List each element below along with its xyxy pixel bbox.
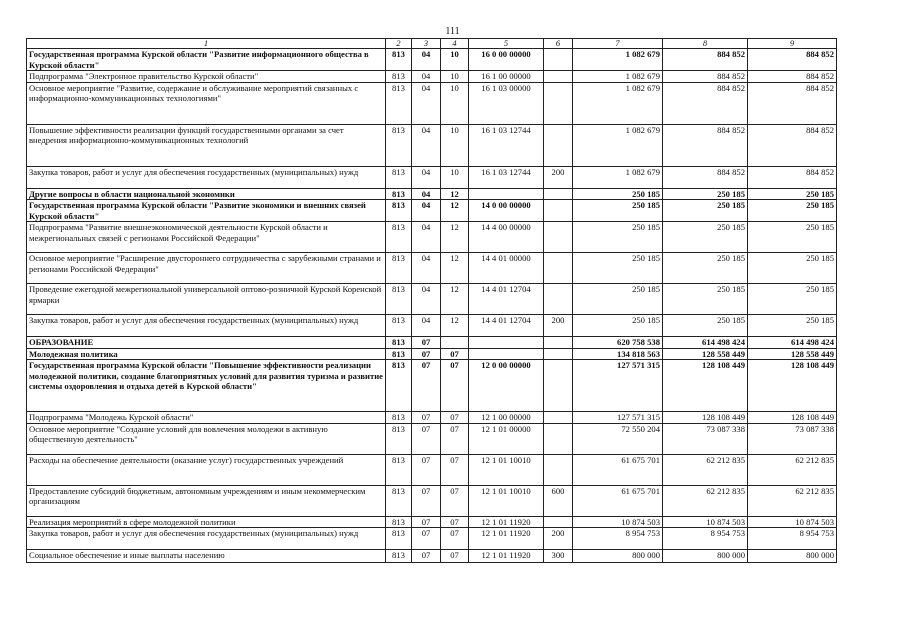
expense-type-cell [544, 222, 573, 253]
amount-cell: 250 185 [573, 188, 663, 200]
budget-table [26, 38, 837, 563]
amount-cell: 72 550 204 [573, 423, 663, 454]
amount-cell: 884 852 [663, 82, 748, 124]
table-row [27, 71, 837, 83]
row-name-cell: Реализация мероприятий в сфере молодежной политики [27, 516, 386, 528]
row-name-cell: Расходы на обеспечение деятельности (оказание услуг) государственных учреждений [27, 454, 386, 485]
row-name-cell: Государственная программа Курской области "Развитие экономики и внешних связей Курской области" [27, 200, 386, 222]
amount-cell: 250 185 [663, 200, 748, 222]
amount-cell: 128 558 449 [748, 348, 837, 360]
target-article-cell: 12 1 01 11920 [469, 528, 544, 550]
amount-cell: 62 212 835 [748, 485, 837, 516]
ministry-code-cell: 813 [386, 166, 412, 188]
amount-cell: 250 185 [573, 284, 663, 315]
expense-type-cell [544, 284, 573, 315]
amount-cell: 250 185 [748, 222, 837, 253]
expense-type-cell [544, 200, 573, 222]
expense-type-cell: 200 [544, 166, 573, 188]
section-code-cell: 07 [412, 412, 441, 424]
target-article-cell: 16 1 03 12744 [469, 166, 544, 188]
amount-cell: 128 108 449 [663, 412, 748, 424]
section-code-cell: 04 [412, 253, 441, 284]
subsection-code-cell: 07 [441, 348, 469, 360]
amount-cell: 128 108 449 [748, 360, 837, 412]
amount-cell: 884 852 [663, 49, 748, 71]
ministry-code-cell: 813 [386, 550, 412, 563]
amount-cell: 250 185 [573, 222, 663, 253]
amount-cell: 250 185 [663, 222, 748, 253]
table-row [27, 200, 837, 222]
row-name-cell: Другие вопросы в области национальной экономики [27, 188, 386, 200]
subsection-code-cell: 07 [441, 485, 469, 516]
table-row [27, 485, 837, 516]
column-header: 1 [27, 39, 386, 49]
ministry-code-cell: 813 [386, 49, 412, 71]
target-article-cell: 12 1 00 00000 [469, 412, 544, 424]
amount-cell: 8 954 753 [748, 528, 837, 550]
amount-cell: 800 000 [748, 550, 837, 563]
subsection-code-cell: 12 [441, 200, 469, 222]
subsection-code-cell: 07 [441, 454, 469, 485]
subsection-code-cell: 12 [441, 315, 469, 337]
column-header: 8 [663, 39, 748, 49]
section-code-cell: 07 [412, 485, 441, 516]
subsection-code-cell: 10 [441, 49, 469, 71]
expense-type-cell [544, 71, 573, 83]
ministry-code-cell: 813 [386, 528, 412, 550]
row-name-cell: Молодежная политика [27, 348, 386, 360]
amount-cell: 1 082 679 [573, 166, 663, 188]
column-header: 3 [412, 39, 441, 49]
subsection-code-cell: 07 [441, 412, 469, 424]
section-code-cell: 04 [412, 49, 441, 71]
target-article-cell: 12 1 01 11920 [469, 516, 544, 528]
amount-cell: 62 212 835 [663, 485, 748, 516]
section-code-cell: 07 [412, 516, 441, 528]
amount-cell: 884 852 [663, 166, 748, 188]
target-article-cell: 16 1 03 00000 [469, 82, 544, 124]
row-name-cell: Социальное обеспечение и иные выплаты населению [27, 550, 386, 563]
target-article-cell [469, 188, 544, 200]
section-code-cell: 04 [412, 82, 441, 124]
section-code-cell: 07 [412, 550, 441, 563]
table-row [27, 124, 837, 166]
section-code-cell: 07 [412, 337, 441, 349]
expense-type-cell [544, 516, 573, 528]
subsection-code-cell: 07 [441, 360, 469, 412]
ministry-code-cell: 813 [386, 188, 412, 200]
amount-cell: 73 087 338 [663, 423, 748, 454]
target-article-cell: 12 1 01 10010 [469, 485, 544, 516]
amount-cell: 800 000 [663, 550, 748, 563]
amount-cell: 128 108 449 [663, 360, 748, 412]
expense-type-cell [544, 423, 573, 454]
target-article-cell: 14 0 00 00000 [469, 200, 544, 222]
expense-type-cell [544, 337, 573, 349]
amount-cell: 8 954 753 [663, 528, 748, 550]
amount-cell: 250 185 [663, 284, 748, 315]
amount-cell: 250 185 [663, 315, 748, 337]
target-article-cell: 16 1 00 00000 [469, 71, 544, 83]
target-article-cell: 12 1 01 00000 [469, 423, 544, 454]
amount-cell: 250 185 [573, 253, 663, 284]
target-article-cell: 14 4 01 00000 [469, 253, 544, 284]
section-code-cell: 07 [412, 360, 441, 412]
table-row [27, 454, 837, 485]
subsection-code-cell: 10 [441, 124, 469, 166]
column-header: 5 [469, 39, 544, 49]
ministry-code-cell: 813 [386, 82, 412, 124]
table-row [27, 550, 837, 563]
amount-cell: 250 185 [663, 188, 748, 200]
table-row [27, 188, 837, 200]
amount-cell: 10 874 503 [663, 516, 748, 528]
section-code-cell: 04 [412, 284, 441, 315]
amount-cell: 800 000 [573, 550, 663, 563]
section-code-cell: 04 [412, 315, 441, 337]
row-name-cell: Предоставление субсидий бюджетным, автономным учреждениям и иным некоммерческим организациям [27, 485, 386, 516]
expense-type-cell [544, 188, 573, 200]
subsection-code-cell: 12 [441, 284, 469, 315]
target-article-cell: 14 4 01 12704 [469, 284, 544, 315]
subsection-code-cell: 07 [441, 528, 469, 550]
ministry-code-cell: 813 [386, 200, 412, 222]
table-row [27, 284, 837, 315]
target-article-cell [469, 348, 544, 360]
row-name-cell: ОБРАЗОВАНИЕ [27, 337, 386, 349]
subsection-code-cell: 10 [441, 71, 469, 83]
amount-cell: 250 185 [748, 200, 837, 222]
expense-type-cell [544, 412, 573, 424]
expense-type-cell [544, 348, 573, 360]
column-header: 9 [748, 39, 837, 49]
section-code-cell: 07 [412, 454, 441, 485]
ministry-code-cell: 813 [386, 284, 412, 315]
amount-cell: 73 087 338 [748, 423, 837, 454]
row-name-cell: Основное мероприятие "Развитие, содержание и обслуживание мероприятий связанных с информационно-коммуникационных технологиями" [27, 82, 386, 124]
expense-type-cell [544, 82, 573, 124]
table-row [27, 222, 837, 253]
amount-cell: 614 498 424 [748, 337, 837, 349]
ministry-code-cell: 813 [386, 315, 412, 337]
section-code-cell: 04 [412, 200, 441, 222]
row-name-cell: Подпрограмма "Электронное правительство Курской области" [27, 71, 386, 83]
ministry-code-cell: 813 [386, 454, 412, 485]
section-code-cell: 04 [412, 222, 441, 253]
amount-cell: 1 082 679 [573, 82, 663, 124]
amount-cell: 10 874 503 [748, 516, 837, 528]
table-row [27, 337, 837, 349]
ministry-code-cell: 813 [386, 337, 412, 349]
amount-cell: 884 852 [748, 124, 837, 166]
row-name-cell: Государственная программа Курской области "Развитие информационного общества в Курской области" [27, 49, 386, 71]
amount-cell: 61 675 701 [573, 485, 663, 516]
amount-cell: 884 852 [663, 71, 748, 83]
target-article-cell: 12 1 01 10010 [469, 454, 544, 485]
target-article-cell: 12 1 01 11920 [469, 550, 544, 563]
amount-cell: 1 082 679 [573, 124, 663, 166]
amount-cell: 8 954 753 [573, 528, 663, 550]
ministry-code-cell: 813 [386, 253, 412, 284]
expense-type-cell: 300 [544, 550, 573, 563]
row-name-cell: Государственная программа Курской области "Повышение эффективности реализации молодежной политики, создание благоприятных условий для развития туризма и развитие системы оздоровления и отдыха детей в Курской области" [27, 360, 386, 412]
target-article-cell: 16 0 00 00000 [469, 49, 544, 71]
expense-type-cell [544, 454, 573, 485]
amount-cell: 10 874 503 [573, 516, 663, 528]
row-name-cell: Основное мероприятие "Создание условий для вовлечения молодежи в активную общественную деятельность" [27, 423, 386, 454]
row-name-cell: Закупка товаров, работ и услуг для обеспечения государственных (муниципальных) нужд [27, 528, 386, 550]
target-article-cell: 12 0 00 00000 [469, 360, 544, 412]
amount-cell: 62 212 835 [663, 454, 748, 485]
amount-cell: 250 185 [748, 253, 837, 284]
ministry-code-cell: 813 [386, 124, 412, 166]
amount-cell: 1 082 679 [573, 49, 663, 71]
column-header: 7 [573, 39, 663, 49]
row-name-cell: Подпрограмма "Молодежь Курской области" [27, 412, 386, 424]
subsection-code-cell: 07 [441, 423, 469, 454]
ministry-code-cell: 813 [386, 412, 412, 424]
table-row [27, 528, 837, 550]
expense-type-cell [544, 360, 573, 412]
table-row [27, 49, 837, 71]
table-row [27, 516, 837, 528]
row-name-cell: Закупка товаров, работ и услуг для обеспечения государственных (муниципальных) нужд [27, 315, 386, 337]
section-code-cell: 04 [412, 188, 441, 200]
table-row [27, 348, 837, 360]
target-article-cell: 14 4 00 00000 [469, 222, 544, 253]
ministry-code-cell: 813 [386, 485, 412, 516]
amount-cell: 62 212 835 [748, 454, 837, 485]
column-header: 6 [544, 39, 573, 49]
amount-cell: 884 852 [748, 71, 837, 83]
amount-cell: 250 185 [663, 253, 748, 284]
expense-type-cell: 200 [544, 315, 573, 337]
table-body [27, 49, 837, 563]
table-row [27, 315, 837, 337]
amount-cell: 134 818 563 [573, 348, 663, 360]
table-row [27, 360, 837, 412]
target-article-cell [469, 337, 544, 349]
subsection-code-cell: 10 [441, 166, 469, 188]
row-name-cell: Основное мероприятие "Расширение двустороннего сотрудничества с зарубежными странами и регионами Российской Федерации" [27, 253, 386, 284]
section-code-cell: 07 [412, 348, 441, 360]
ministry-code-cell: 813 [386, 360, 412, 412]
table-row [27, 423, 837, 454]
ministry-code-cell: 813 [386, 516, 412, 528]
amount-cell: 884 852 [748, 82, 837, 124]
expense-type-cell: 600 [544, 485, 573, 516]
amount-cell: 250 185 [748, 284, 837, 315]
table-row [27, 82, 837, 124]
table-row [27, 412, 837, 424]
section-code-cell: 04 [412, 166, 441, 188]
page-number: 111 [445, 26, 460, 37]
amount-cell: 614 498 424 [663, 337, 748, 349]
subsection-code-cell: 12 [441, 188, 469, 200]
amount-cell: 884 852 [663, 124, 748, 166]
ministry-code-cell: 813 [386, 348, 412, 360]
column-header: 2 [386, 39, 412, 49]
ministry-code-cell: 813 [386, 71, 412, 83]
target-article-cell: 16 1 03 12744 [469, 124, 544, 166]
table-row [27, 166, 837, 188]
expense-type-cell [544, 124, 573, 166]
subsection-code-cell: 12 [441, 222, 469, 253]
row-name-cell: Закупка товаров, работ и услуг для обеспечения государственных (муниципальных) нужд [27, 166, 386, 188]
amount-cell: 620 758 538 [573, 337, 663, 349]
expense-type-cell [544, 49, 573, 71]
row-name-cell: Подпрограмма "Развитие внешнеэкономической деятельности Курской области и межрегиональных связей с регионами Российской Федерации" [27, 222, 386, 253]
amount-cell: 61 675 701 [573, 454, 663, 485]
target-article-cell: 14 4 01 12704 [469, 315, 544, 337]
subsection-code-cell: 07 [441, 550, 469, 563]
subsection-code-cell: 10 [441, 82, 469, 124]
amount-cell: 250 185 [748, 188, 837, 200]
amount-cell: 250 185 [748, 315, 837, 337]
amount-cell: 884 852 [748, 49, 837, 71]
amount-cell: 250 185 [573, 200, 663, 222]
section-code-cell: 04 [412, 71, 441, 83]
ministry-code-cell: 813 [386, 222, 412, 253]
amount-cell: 127 571 315 [573, 360, 663, 412]
header-row [27, 39, 837, 49]
subsection-code-cell: 12 [441, 253, 469, 284]
row-name-cell: Повышение эффективности реализации функций государственными органами за счет внедрения информационно-коммуникационных технологий [27, 124, 386, 166]
amount-cell: 127 571 315 [573, 412, 663, 424]
expense-type-cell: 200 [544, 528, 573, 550]
subsection-code-cell [441, 337, 469, 349]
amount-cell: 1 082 679 [573, 71, 663, 83]
subsection-code-cell: 07 [441, 516, 469, 528]
amount-cell: 884 852 [748, 166, 837, 188]
expense-type-cell [544, 253, 573, 284]
ministry-code-cell: 813 [386, 423, 412, 454]
amount-cell: 128 108 449 [748, 412, 837, 424]
section-code-cell: 07 [412, 423, 441, 454]
section-code-cell: 04 [412, 124, 441, 166]
table-row [27, 253, 837, 284]
row-name-cell: Проведение ежегодной межрегиональной универсальной оптово-розничной Курской Коренской ярмарки [27, 284, 386, 315]
amount-cell: 250 185 [573, 315, 663, 337]
amount-cell: 128 558 449 [663, 348, 748, 360]
column-header: 4 [441, 39, 469, 49]
section-code-cell: 07 [412, 528, 441, 550]
